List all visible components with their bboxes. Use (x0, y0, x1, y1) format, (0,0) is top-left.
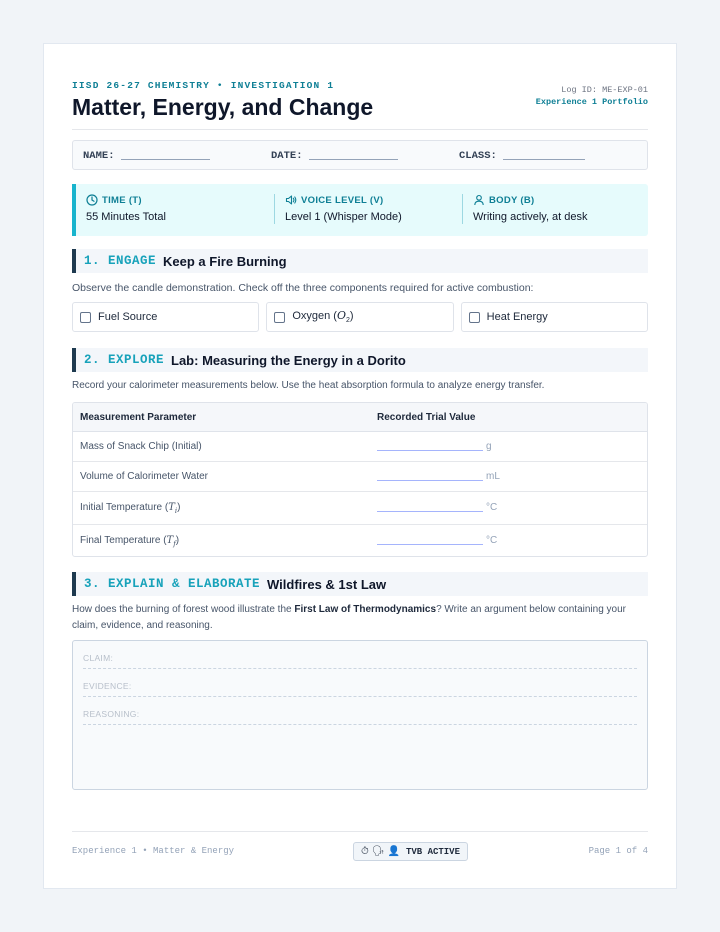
engage-description: Observe the candle demonstration. Check off the three components required for active combustion: (72, 282, 534, 294)
worksheet-page (43, 43, 677, 889)
explain-title: Wildfires & 1st Law (267, 576, 387, 592)
oxygen-label: Oxygen $(O_2)$ (292, 309, 354, 325)
table-row (73, 432, 647, 462)
col-value-header: Recorded Trial Value (377, 412, 476, 423)
row-param: Initial Temperature $(T_i)$ (80, 502, 181, 515)
speaker-icon (285, 194, 297, 206)
row-param: Volume of Calorimeter Water (80, 471, 209, 482)
value-entry-line[interactable] (377, 480, 483, 481)
date-line[interactable] (309, 159, 398, 160)
tvb-voice-label: VOICE LEVEL (V) (301, 194, 384, 206)
tvb-body (473, 194, 588, 223)
course-kicker: IISD 26-27 CHEMISTRY • INVESTIGATION 1 (72, 80, 335, 91)
checkbox[interactable] (469, 312, 480, 323)
tvb-divider (274, 194, 275, 224)
tvb-body-value: Writing actively, at desk (473, 211, 588, 223)
explain-description: How does the burning of forest wood illustrate the First Law of Thermodynamics? Write an argument below containing your claim, evidence, and reasoning. (72, 604, 626, 631)
table-row (73, 525, 647, 557)
tvb-active-text: TVB ACTIVE (405, 846, 460, 857)
name-label: NAME: (83, 150, 115, 162)
row-param: Final Temperature $(T_f)$ (80, 535, 180, 548)
row-unit: °C (486, 502, 498, 513)
fuel-source-option[interactable] (72, 302, 259, 332)
cer-response-box[interactable] (72, 640, 648, 790)
tvb-time-value: 55 Minutes Total (86, 211, 166, 223)
name-field[interactable] (83, 150, 210, 162)
date-field[interactable] (271, 150, 398, 162)
value-entry-line[interactable] (377, 544, 483, 545)
header-divider (72, 129, 648, 130)
explore-section-header (72, 348, 648, 372)
table-header (73, 403, 647, 432)
explore-title: Lab: Measuring the Energy in a Dorito (171, 352, 406, 368)
measurement-table (72, 402, 648, 557)
explore-number: 2. EXPLORE (84, 353, 165, 367)
engage-section-header (72, 249, 648, 273)
checkbox[interactable] (274, 312, 285, 323)
portfolio-label: Experience 1 Portfolio (535, 97, 648, 107)
col-param-header: Measurement Parameter (80, 412, 197, 423)
page-title: Matter, Energy, and Change (72, 94, 374, 120)
evidence-line (83, 696, 637, 697)
class-field[interactable] (459, 150, 585, 162)
tvb-active-badge (353, 842, 468, 861)
person-icon (473, 194, 485, 206)
row-unit: °C (486, 535, 498, 546)
footer-divider (72, 831, 648, 832)
fuel-source-label: Fuel Source (98, 311, 158, 323)
checkbox[interactable] (80, 312, 91, 323)
row-unit: mL (486, 471, 500, 482)
clock-icon (86, 194, 98, 206)
timer-icon: ⏱ (361, 846, 369, 857)
class-line[interactable] (503, 159, 585, 160)
oxygen-option[interactable] (266, 302, 453, 332)
table-row (73, 492, 647, 525)
claim-line (83, 668, 637, 669)
combustion-checklist (72, 302, 648, 332)
evidence-label: EVIDENCE: (83, 681, 132, 691)
name-line[interactable] (121, 159, 210, 160)
tvb-body-label: BODY (B) (489, 194, 535, 206)
person-icon: 👤 (387, 846, 400, 857)
tvb-divider (462, 194, 463, 224)
engage-title: Keep a Fire Burning (163, 253, 287, 269)
explain-number: 3. EXPLAIN & ELABORATE (84, 577, 261, 591)
tvb-time-label: TIME (T) (102, 194, 142, 206)
class-label: CLASS: (459, 150, 497, 162)
speaking-head-icon: 🗣 (371, 846, 385, 857)
value-entry-line[interactable] (377, 450, 483, 451)
explore-description: Record your calorimeter measurements below. Use the heat absorption formula to analyze energy transfer. (72, 380, 545, 391)
page-number: Page 1 of 4 (588, 846, 648, 856)
row-unit: g (486, 441, 492, 452)
claim-label: CLAIM: (83, 653, 114, 663)
tvb-time (86, 194, 166, 223)
footer-course: Experience 1 • Matter & Energy (72, 846, 235, 856)
value-entry-line[interactable] (377, 511, 483, 512)
engage-number: 1. ENGAGE (84, 254, 157, 268)
explain-section-header (72, 572, 648, 596)
student-info-bar (72, 140, 648, 170)
heat-energy-label: Heat Energy (486, 311, 548, 323)
log-id: Log ID: ME-EXP-01 (561, 85, 648, 95)
tvb-voice-value: Level 1 (Whisper Mode) (285, 211, 402, 223)
row-param: Mass of Snack Chip (Initial) (80, 441, 202, 452)
tvb-expectations-panel (72, 184, 648, 236)
reasoning-line (83, 724, 637, 725)
date-label: DATE: (271, 150, 303, 162)
table-row (73, 462, 647, 492)
heat-energy-option[interactable] (461, 302, 648, 332)
reasoning-label: REASONING: (83, 709, 140, 719)
tvb-voice (285, 194, 402, 223)
